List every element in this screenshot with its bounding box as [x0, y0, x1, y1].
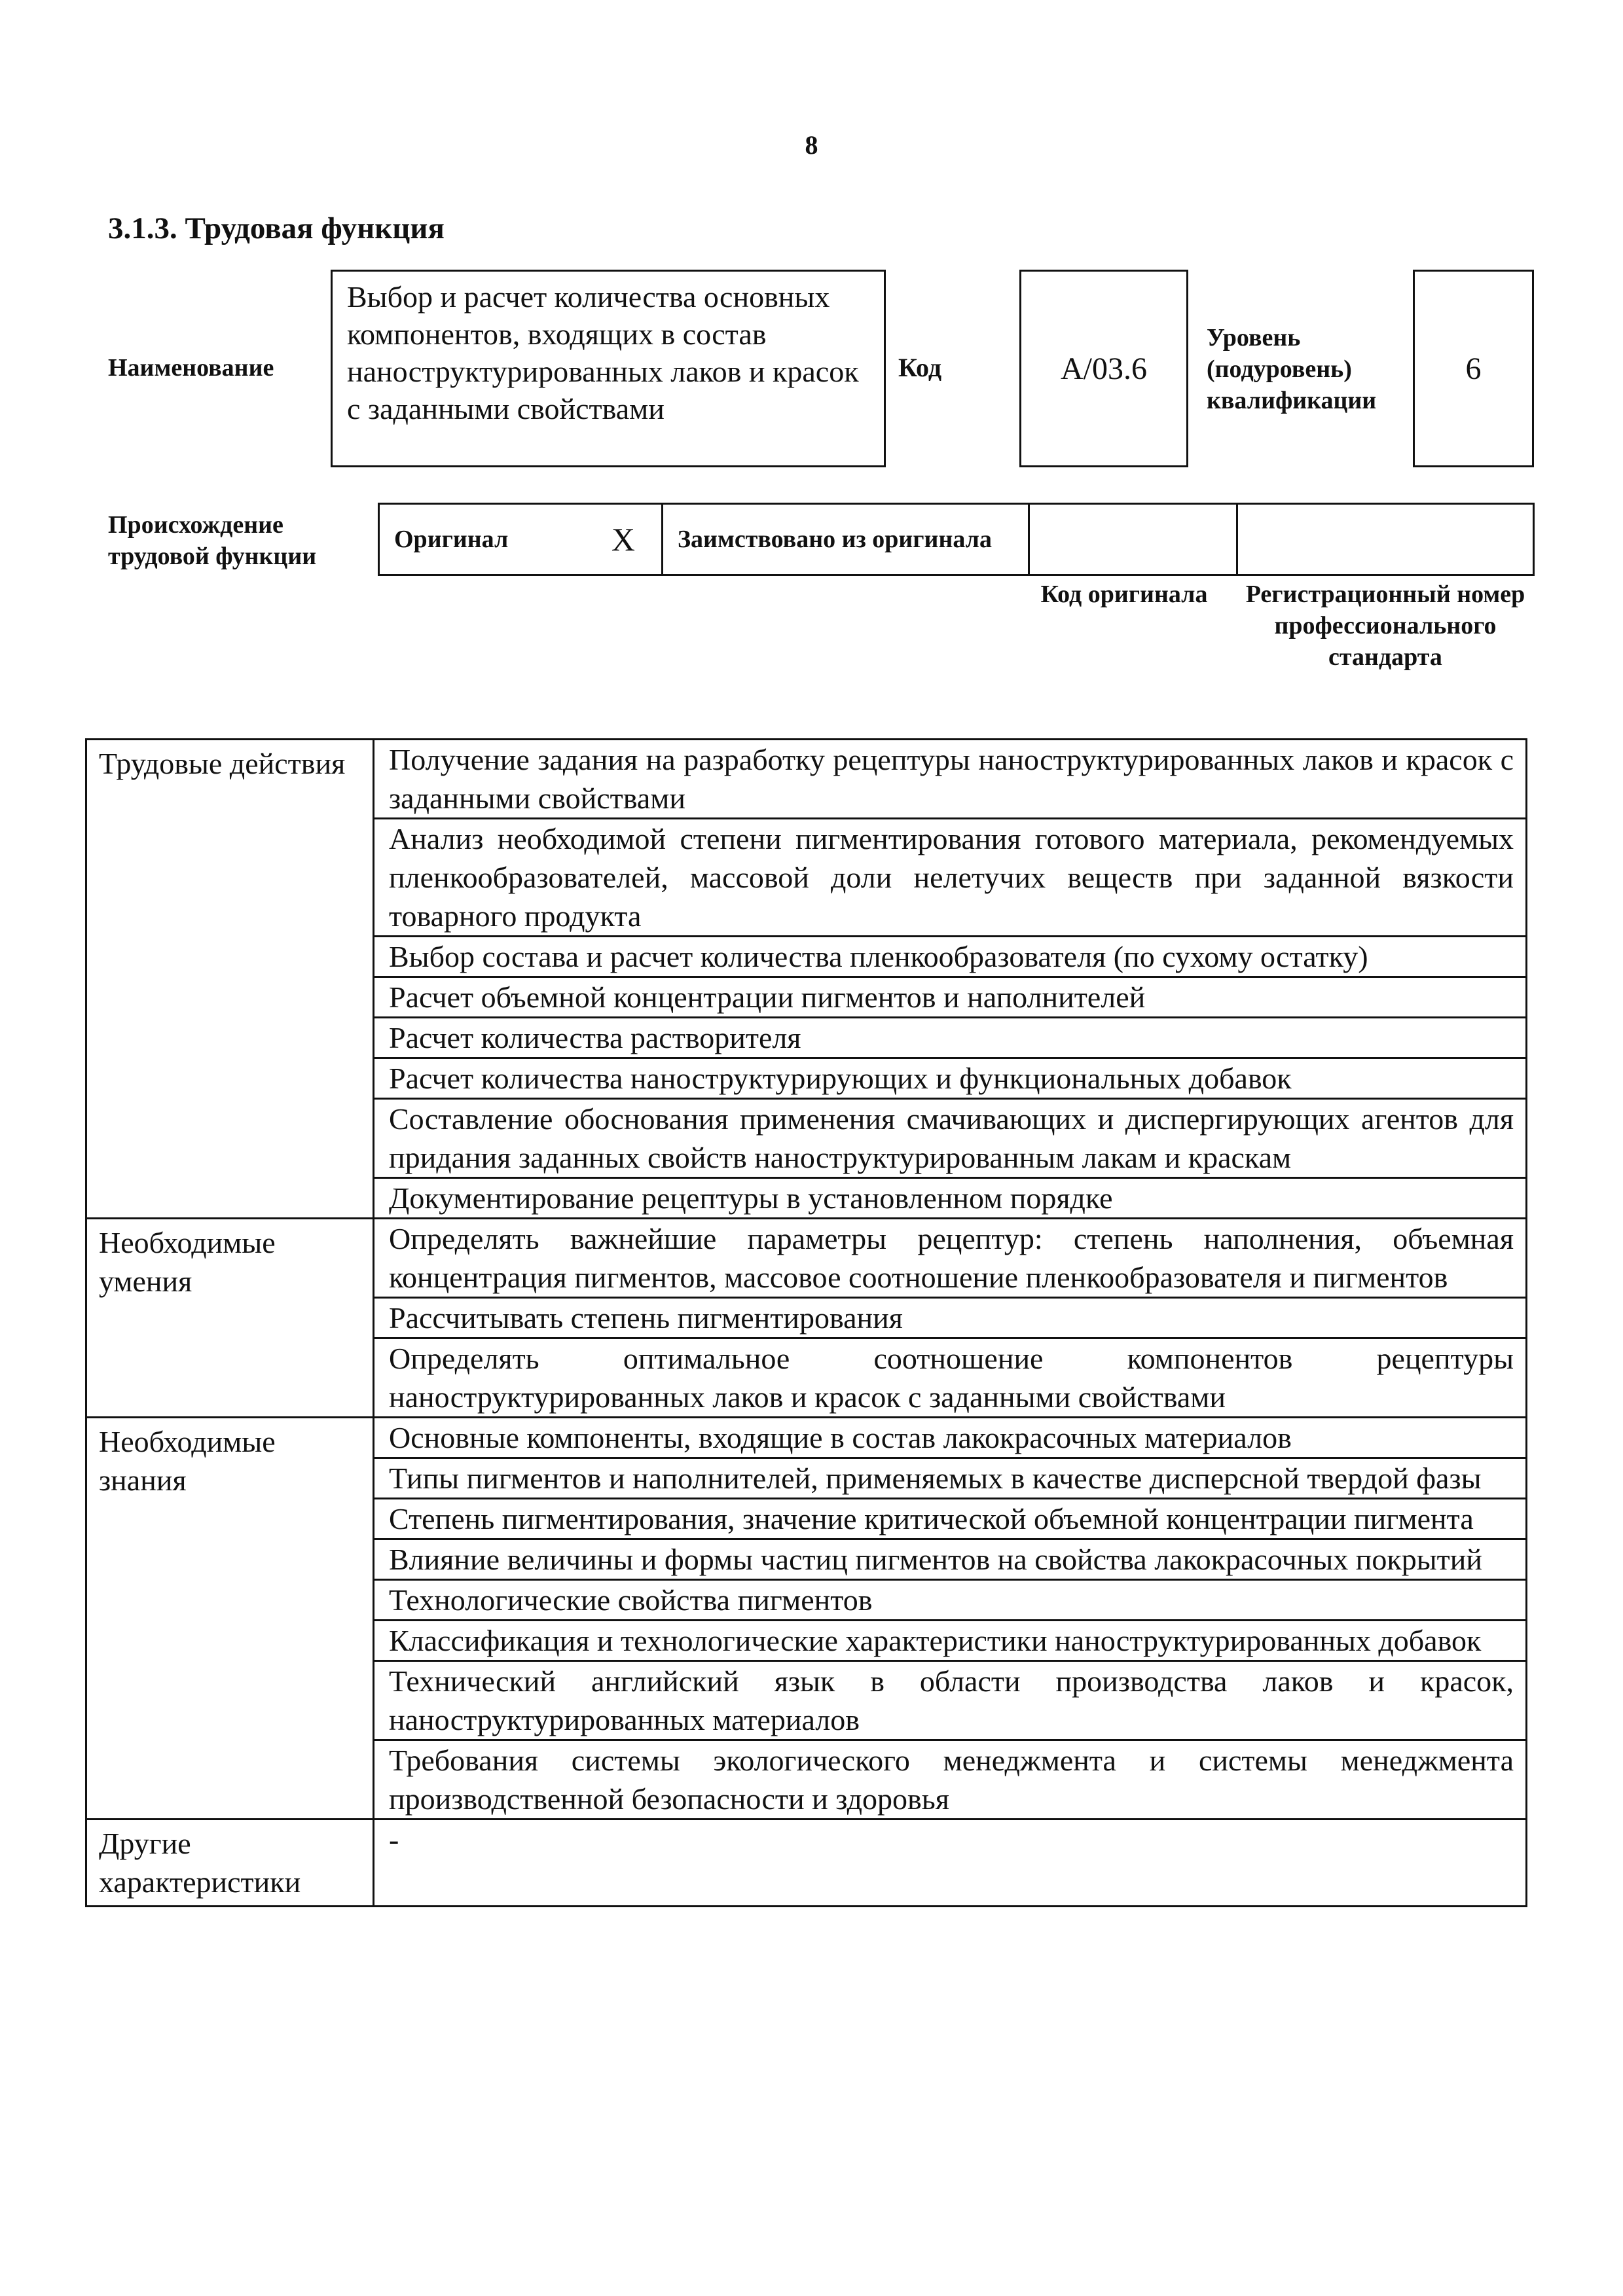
item-cell: Расчет объемной концентрации пигментов и наполнителей — [374, 977, 1527, 1018]
name-label: Наименование — [108, 354, 274, 382]
original-label: Оригинал — [394, 526, 509, 553]
code-label: Код — [898, 353, 942, 382]
item-cell: Анализ необходимой степени пигментирования готового материала, рекомендуемых пленкообразователей, массовой доли нелетучих веществ при заданной вязкости товарного продукта — [374, 819, 1527, 937]
qualification-level-box: 6 — [1413, 270, 1534, 467]
reg-number-caption: Регистрационный номер профессионального стандарта — [1245, 581, 1525, 671]
item-cell: Типы пигментов и наполнителей, применяемых в качестве дисперсной твердой фазы — [374, 1458, 1527, 1499]
item-cell: Определять важнейшие параметры рецептур: степень наполнения, объемная концентрация пигментов, массовое соотношение пленкообразователя и пигментов — [374, 1219, 1527, 1298]
function-table — [85, 738, 1527, 1907]
origin-row — [378, 503, 1535, 576]
item-cell: Классификация и технологические характеристики наноструктурированных добавок — [374, 1621, 1527, 1661]
borrowed-cell — [661, 505, 1028, 574]
table-row — [86, 1418, 1527, 1458]
item-cell: Рассчитывать степень пигментирования — [374, 1298, 1527, 1338]
item-cell: Степень пигментирования, значение критической объемной концентрации пигмента — [374, 1499, 1527, 1539]
original-mark: X — [611, 521, 635, 558]
item-cell: Документирование рецептуры в установленном порядке — [374, 1178, 1527, 1219]
borrowed-label: Заимствовано из оригинала — [678, 526, 992, 553]
category-cell: Трудовые действия — [86, 740, 374, 1219]
code-box: А/03.6 — [1019, 270, 1188, 467]
original-cell — [380, 505, 661, 574]
category-cell: Необходимые знания — [86, 1418, 374, 1820]
category-cell: Необходимые умения — [86, 1219, 374, 1418]
item-cell: Основные компоненты, входящие в состав лакокрасочных материалов — [374, 1418, 1527, 1458]
item-cell: Технический английский язык в области производства лаков и красок, наноструктурированных материалов — [374, 1661, 1527, 1740]
item-cell: Требования системы экологического менеджмента и системы менеджмента производственной безопасности и здоровья — [374, 1740, 1527, 1820]
item-cell: - — [374, 1820, 1527, 1907]
original-code-cell — [1028, 505, 1236, 574]
item-cell: Расчет количества наноструктурирующих и функциональных добавок — [374, 1058, 1527, 1099]
original-code-caption: Код оригинала — [1040, 581, 1208, 608]
item-cell: Определять оптимальное соотношение компонентов рецептуры наноструктурированных лаков и красок с заданными свойствами — [374, 1338, 1527, 1418]
item-cell: Расчет количества растворителя — [374, 1018, 1527, 1058]
item-cell: Составление обоснования применения смачивающих и диспергирующих агентов для придания заданных свойств наноструктурированным лакам и краскам — [374, 1099, 1527, 1178]
item-cell: Выбор состава и расчет количества пленкообразователя (по сухому остатку) — [374, 937, 1527, 977]
table-row — [86, 740, 1527, 819]
table-row — [86, 1820, 1527, 1907]
origin-label: Происхождение трудовой функции — [108, 511, 317, 570]
item-cell: Технологические свойства пигментов — [374, 1580, 1527, 1621]
qualification-level-label: Уровень (подуровень) квалификации — [1207, 324, 1377, 414]
category-cell: Другие характеристики — [86, 1820, 374, 1907]
reg-number-cell — [1236, 505, 1533, 574]
section-title: 3.1.3. Трудовая функция — [108, 211, 445, 245]
item-cell: Влияние величины и формы частиц пигментов на свойства лакокрасочных покрытий — [374, 1539, 1527, 1580]
function-name-box: Выбор и расчет количества основных компонентов, входящих в состав наноструктурированных лаков и красок с заданными свойствами — [331, 270, 886, 467]
table-row — [86, 1219, 1527, 1298]
function-table-body — [86, 740, 1527, 1907]
page-number: 8 — [805, 130, 818, 160]
item-cell: Получение задания на разработку рецептуры наноструктурированных лаков и красок с заданными свойствами — [374, 740, 1527, 819]
